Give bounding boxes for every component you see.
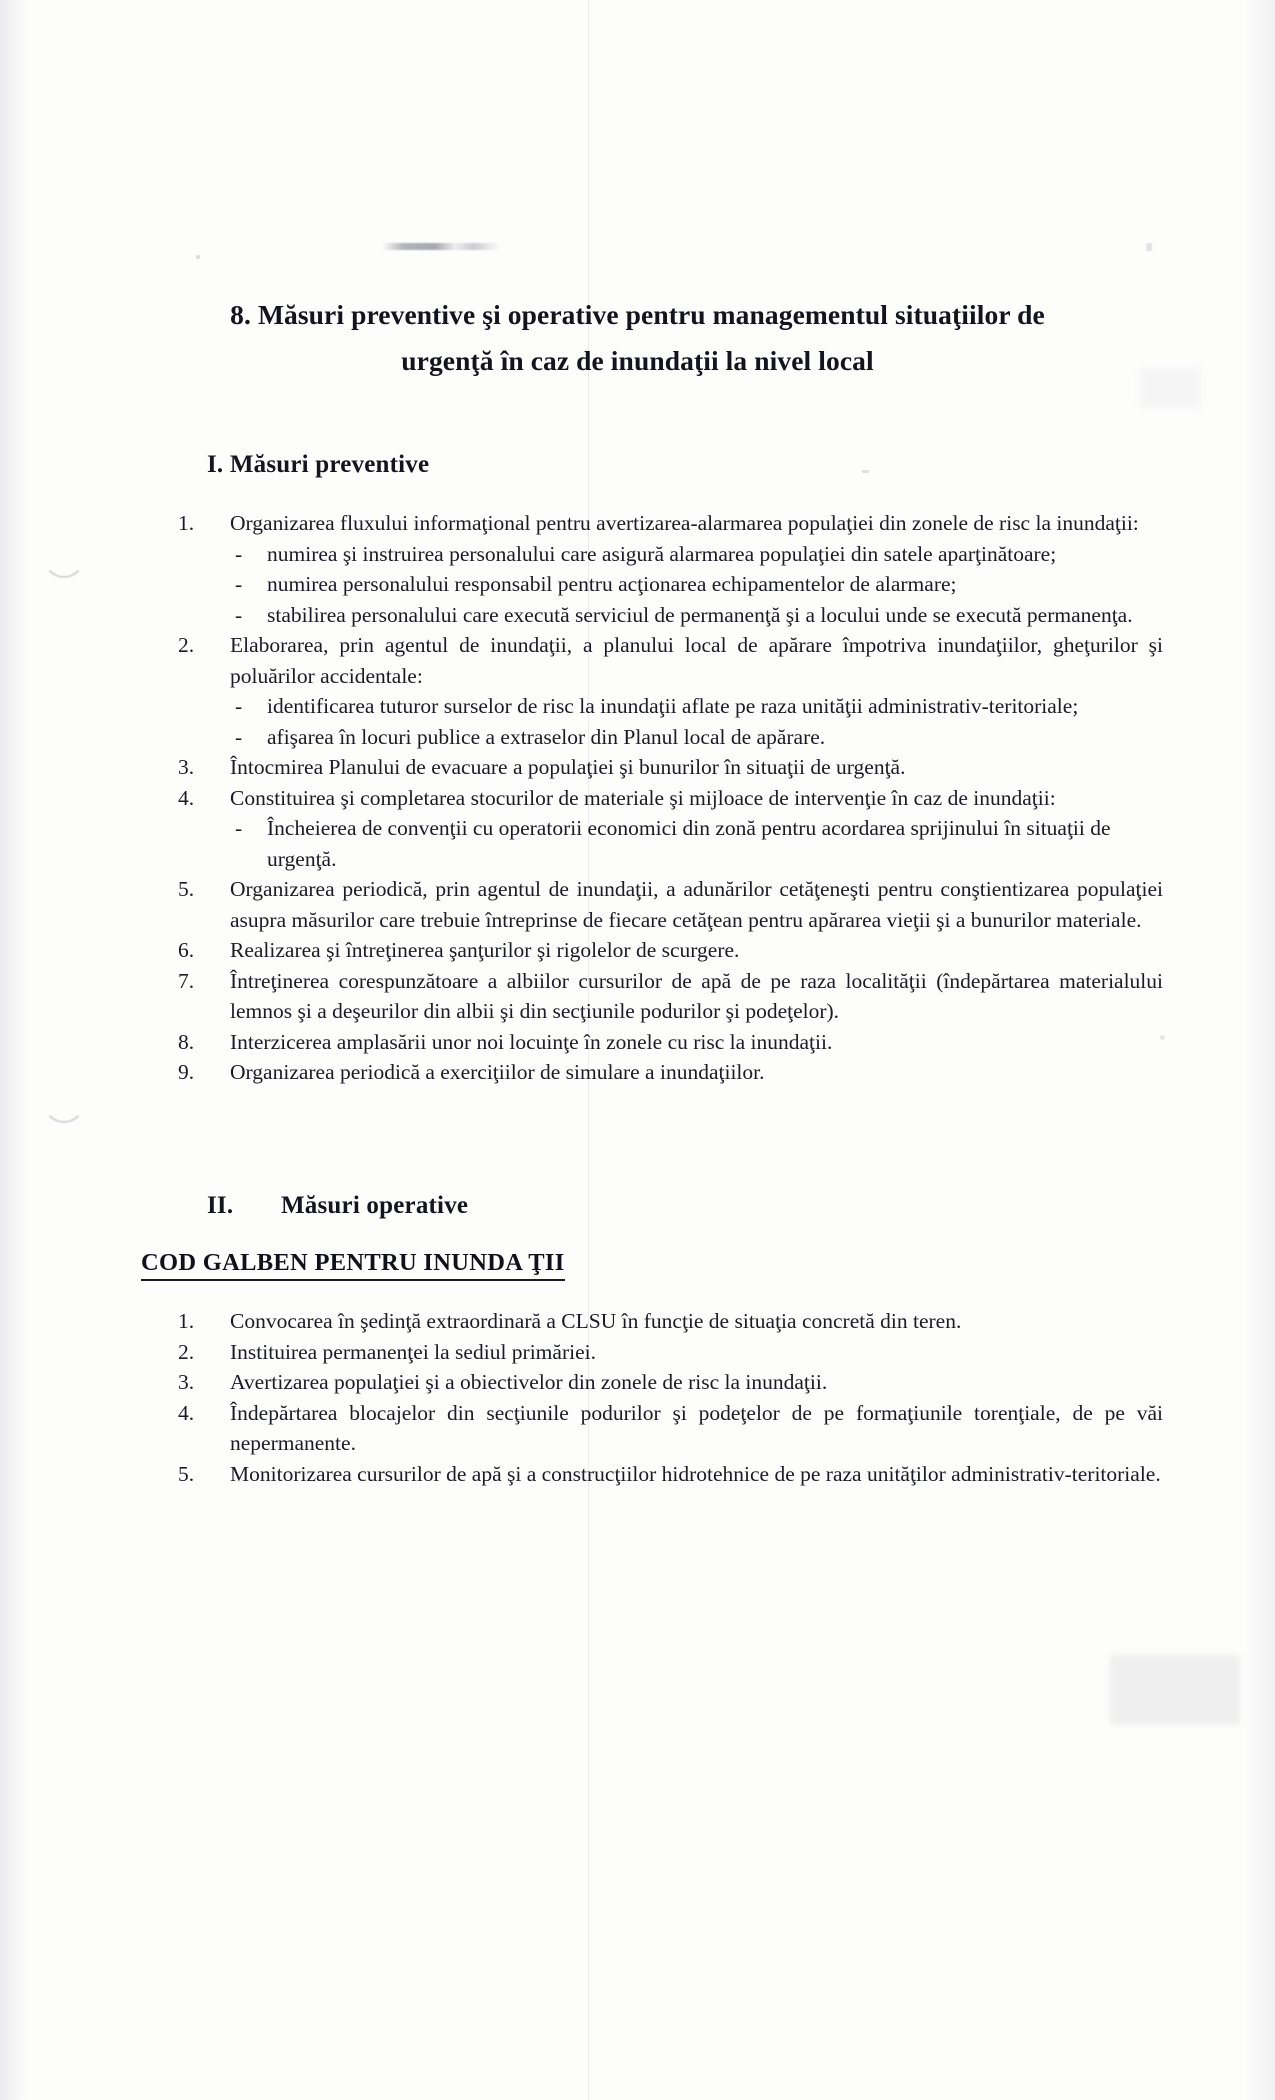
sub-list-item-text: afişarea în locuri publice a extraselor din Planul local de apărare. bbox=[267, 724, 826, 749]
list-item bbox=[178, 874, 1163, 935]
list-item-marker: 1. bbox=[178, 511, 195, 535]
sub-list-item-text: stabilirea personalului care execută serviciul de permanenţă şi a locului unde se execută permanenţa. bbox=[267, 602, 1133, 627]
list-item-marker: 5. bbox=[178, 877, 195, 901]
sub-list-item-text: Încheierea de convenţii cu operatorii economici din zonă pentru acordarea sprijinului în situaţii de urgenţă. bbox=[267, 816, 1111, 871]
list-item-text: Întocmirea Planului de evacuare a populaţiei şi bunurilor în situaţii de urgenţă. bbox=[230, 755, 906, 779]
list-item-marker: 9. bbox=[178, 1060, 195, 1084]
page-title-line-2: urgenţă în caz de inundaţii la nivel local bbox=[401, 345, 874, 376]
list-item-text: Constituirea şi completarea stocurilor de materiale şi mijloace de intervenţie în caz de inundaţii: bbox=[230, 785, 1056, 810]
scan-speck-b bbox=[862, 470, 869, 473]
sub-list-item bbox=[230, 691, 1163, 722]
list-item-marker: 1. bbox=[178, 1309, 195, 1333]
list-item bbox=[178, 630, 1163, 752]
list-item-marker: 5. bbox=[178, 1461, 195, 1486]
list-item-marker: 6. bbox=[178, 938, 195, 962]
sub-list-item bbox=[230, 813, 1163, 874]
section-numeral-ii: II. bbox=[207, 1192, 234, 1219]
list-item-text: Organizarea periodică, prin agentul de inundaţii, a adunărilor cetăţeneşti pentru conştientizarea populaţiei asupra măsurilor care trebuie întreprinse de fiecare cetăţean pentru apărarea vieţii şi a bunurilor materiale. bbox=[230, 877, 1163, 932]
list-item bbox=[178, 508, 1163, 630]
list-item-marker: 8. bbox=[178, 1029, 195, 1054]
section-heading-operative bbox=[207, 1192, 468, 1220]
list-item-text: Avertizarea populaţiei şi a obiectivelor din zonele de risc la inundaţii. bbox=[230, 1370, 828, 1394]
list-item-marker: 4. bbox=[178, 1400, 195, 1425]
list-item-text: Realizarea şi întreţinerea şanţurilor şi rigolelor de scurgere. bbox=[230, 938, 740, 962]
sub-list-item-text: numirea şi instruirea personalului care asigură alarmarea populaţiei din satele aparţinătoare; bbox=[267, 541, 1057, 566]
list-item-text: Convocarea în şedinţă extraordinară a CLSU în funcţie de situaţia concretă din teren. bbox=[230, 1309, 962, 1333]
list-item bbox=[178, 752, 1163, 783]
list-item-marker: 7. bbox=[178, 968, 195, 993]
list-item-marker: 3. bbox=[178, 755, 195, 779]
sub-list-item-marker: - bbox=[235, 602, 243, 627]
list-item bbox=[178, 1367, 1163, 1398]
list-item-marker: 2. bbox=[178, 1339, 195, 1364]
list-item-text: Organizarea fluxului informaţional pentru avertizarea-alarmarea populaţiei din zonele de risc la inundaţii: bbox=[230, 511, 1139, 535]
list-item bbox=[178, 1057, 1163, 1088]
list-cod-galben-measures bbox=[178, 1306, 1163, 1489]
scan-ghost-right bbox=[1110, 1655, 1240, 1725]
list-item-text: Elaborarea, prin agentul de inundaţii, a planului local de apărare împotriva inundaţiilor, gheţurilor şi poluărilor accidentale: bbox=[230, 633, 1163, 688]
list-item-text: Instituirea permanenţei la sediul primăriei. bbox=[230, 1339, 596, 1364]
list-item-marker: 3. bbox=[178, 1370, 195, 1394]
list-item-text: Monitorizarea cursurilor de apă şi a construcţiilor hidrotehnice de pe raza unităţilor administrativ-teritoriale. bbox=[230, 1461, 1161, 1486]
sub-list-item-marker: - bbox=[235, 816, 243, 840]
list-item-marker: 4. bbox=[178, 785, 195, 810]
list-item bbox=[178, 1027, 1163, 1058]
sub-list-item-marker: - bbox=[235, 694, 243, 718]
list-item-text: Întreţinerea corespunzătoare a albiilor cursurilor de apă de pe raza localităţii (îndepărtarea materialului lemnos şi a deşeurilor din albii şi din secţiunile podurilor şi podeţelor). bbox=[230, 968, 1163, 1023]
sub-list-item-text: identificarea tuturor surselor de risc la inundaţii aflate pe raza unităţii administrativ-teritoriale; bbox=[267, 694, 1079, 718]
list-preventive-measures bbox=[178, 508, 1163, 1088]
section-heading-preventive: I. Măsuri preventive bbox=[207, 451, 430, 478]
list-item bbox=[178, 1306, 1163, 1337]
list-item bbox=[178, 783, 1163, 875]
list-item-text: Îndepărtarea blocajelor din secţiunile podurilor şi podeţelor de pe formaţiunile torenţiale, de pe văi nepermanente. bbox=[230, 1400, 1163, 1455]
sub-list-item-marker: - bbox=[235, 572, 243, 596]
list-item bbox=[178, 1459, 1163, 1490]
sub-list-item-marker: - bbox=[235, 541, 243, 566]
list-item bbox=[178, 1337, 1163, 1368]
sub-list bbox=[178, 691, 1163, 752]
list-item bbox=[178, 1398, 1163, 1459]
list-item-marker: 2. bbox=[178, 633, 195, 657]
page-title-line-1: 8. Măsuri preventive şi operative pentru managementul situaţiilor de bbox=[230, 299, 1045, 330]
binding-hole-arc-lower bbox=[42, 1075, 86, 1123]
sub-list-item-marker: - bbox=[235, 724, 243, 749]
page-title bbox=[0, 0, 1275, 384]
binding-hole-arc-upper bbox=[42, 530, 86, 578]
sub-list-item bbox=[230, 600, 1163, 631]
list-item bbox=[178, 966, 1163, 1027]
sub-list-item-text: numirea personalului responsabil pentru acţionarea echipamentelor de alarmare; bbox=[267, 572, 957, 596]
sub-list-item bbox=[230, 539, 1163, 570]
sub-list-item bbox=[230, 722, 1163, 753]
sub-list-item bbox=[230, 569, 1163, 600]
section-heading-operative-label: Măsuri operative bbox=[281, 1192, 469, 1219]
list-item bbox=[178, 935, 1163, 966]
subheading-cod-galben: COD GALBEN PENTRU INUNDA ŢII bbox=[141, 1249, 565, 1281]
list-item-text: Organizarea periodică a exerciţiilor de simulare a inundaţiilor. bbox=[230, 1060, 765, 1084]
sub-list bbox=[178, 813, 1163, 874]
list-item-text: Interzicerea amplasării unor noi locuinţe în zonele cu risc la inundaţii. bbox=[230, 1029, 833, 1054]
sub-list bbox=[178, 539, 1163, 631]
